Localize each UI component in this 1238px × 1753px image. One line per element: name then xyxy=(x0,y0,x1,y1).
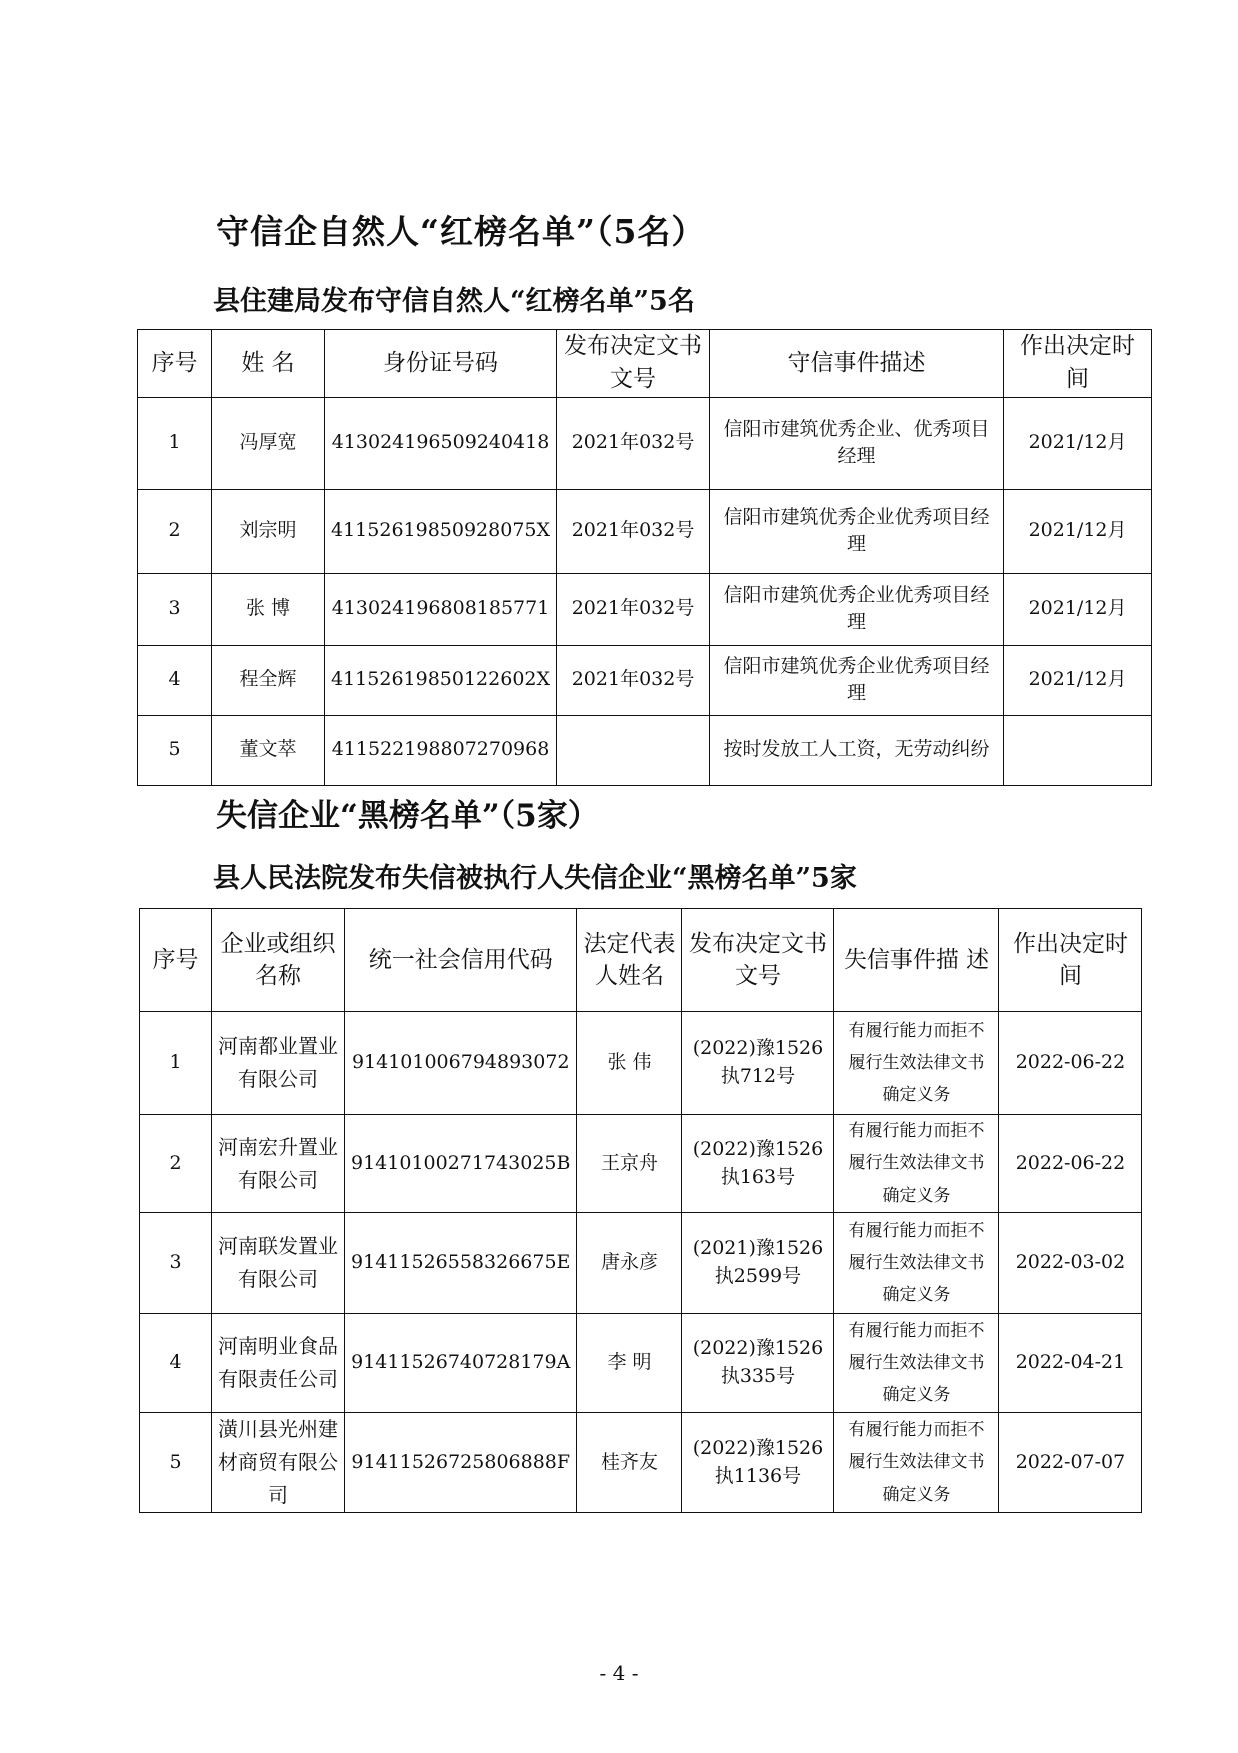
header-cell: 统一社会信用代码 xyxy=(345,909,577,1012)
header-cell: 发布决定文书文号 xyxy=(682,909,834,1012)
cell-name: 冯厚宽 xyxy=(212,397,325,489)
cell-index: 4 xyxy=(140,1314,212,1413)
cell-index: 1 xyxy=(138,397,212,489)
table-row xyxy=(140,1012,1142,1115)
table-header-row xyxy=(138,330,1152,398)
header-cell: 守信事件描述 xyxy=(710,330,1004,398)
header-cell: 姓 名 xyxy=(212,330,325,398)
cell-name: 张 博 xyxy=(212,573,325,645)
table-row xyxy=(138,489,1152,573)
cell-doc-number: 2021年032号 xyxy=(557,645,710,715)
cell-index: 3 xyxy=(140,1213,212,1314)
cell-credit-code: 91411526558326675E xyxy=(345,1213,577,1314)
cell-company: 河南明业食品有限责任公司 xyxy=(212,1314,345,1413)
cell-credit-code: 91411526740728179A xyxy=(345,1314,577,1413)
section2-title: 失信企业“黑榜名单”（5家） xyxy=(216,798,599,834)
cell-legal-rep: 张 伟 xyxy=(577,1012,682,1115)
cell-description: 有履行能力而拒不履行生效法律文书确定义务 xyxy=(834,1413,999,1513)
cell-index: 2 xyxy=(140,1115,212,1213)
cell-company: 河南都业置业有限公司 xyxy=(212,1012,345,1115)
cell-legal-rep: 王京舟 xyxy=(577,1115,682,1213)
header-cell: 法定代表人姓名 xyxy=(577,909,682,1012)
cell-index: 2 xyxy=(138,489,212,573)
table-row xyxy=(138,397,1152,489)
cell-description: 信阳市建筑优秀企业、优秀项目经理 xyxy=(710,397,1004,489)
section1-title: 守信企自然人“红榜名单”（5名） xyxy=(216,212,706,251)
cell-legal-rep: 李 明 xyxy=(577,1314,682,1413)
cell-doc-number: 2021年032号 xyxy=(557,489,710,573)
cell-doc-number: (2022)豫1526执712号 xyxy=(682,1012,834,1115)
cell-description: 有履行能力而拒不履行生效法律文书确定义务 xyxy=(834,1314,999,1413)
cell-date: 2021/12月 xyxy=(1004,489,1152,573)
cell-date: 2022-06-22 xyxy=(999,1115,1142,1213)
cell-name: 程全辉 xyxy=(212,645,325,715)
cell-index: 5 xyxy=(138,715,212,785)
header-cell: 失信事件描 述 xyxy=(834,909,999,1012)
cell-company: 河南宏升置业有限公司 xyxy=(212,1115,345,1213)
cell-doc-number: (2021)豫1526执2599号 xyxy=(682,1213,834,1314)
cell-doc-number: (2022)豫1526执163号 xyxy=(682,1115,834,1213)
cell-legal-rep: 唐永彦 xyxy=(577,1213,682,1314)
cell-date: 2022-07-07 xyxy=(999,1413,1142,1513)
cell-description: 有履行能力而拒不履行生效法律文书确定义务 xyxy=(834,1115,999,1213)
cell-legal-rep: 桂齐友 xyxy=(577,1413,682,1513)
header-cell: 身份证号码 xyxy=(325,330,557,398)
cell-doc-number: 2021年032号 xyxy=(557,573,710,645)
cell-date: 2022-06-22 xyxy=(999,1012,1142,1115)
cell-company: 河南联发置业有限公司 xyxy=(212,1213,345,1314)
cell-date: 2021/12月 xyxy=(1004,645,1152,715)
cell-description: 按时发放工人工资，无劳动纠纷 xyxy=(710,715,1004,785)
cell-id-number: 41152619850122602X xyxy=(325,645,557,715)
cell-name: 董文萃 xyxy=(212,715,325,785)
cell-index: 1 xyxy=(140,1012,212,1115)
table-row xyxy=(140,1115,1142,1213)
cell-description: 信阳市建筑优秀企业优秀项目经理 xyxy=(710,489,1004,573)
black-list-table xyxy=(139,908,1142,1513)
cell-description: 信阳市建筑优秀企业优秀项目经理 xyxy=(710,573,1004,645)
header-cell: 序号 xyxy=(138,330,212,398)
cell-index: 4 xyxy=(138,645,212,715)
cell-credit-code: 91410100271743025B xyxy=(345,1115,577,1213)
cell-company: 潢川县光州建材商贸有限公司 xyxy=(212,1413,345,1513)
cell-doc-number: (2022)豫1526执1136号 xyxy=(682,1413,834,1513)
cell-date: 2022-04-21 xyxy=(999,1314,1142,1413)
header-cell: 作出决定时 间 xyxy=(1004,330,1152,398)
cell-doc-number xyxy=(557,715,710,785)
cell-date: 2022-03-02 xyxy=(999,1213,1142,1314)
table-header-row xyxy=(140,909,1142,1012)
cell-name: 刘宗明 xyxy=(212,489,325,573)
cell-index: 3 xyxy=(138,573,212,645)
red-list-table xyxy=(137,329,1152,786)
cell-id-number: 41152619850928075X xyxy=(325,489,557,573)
cell-index: 5 xyxy=(140,1413,212,1513)
header-cell: 序号 xyxy=(140,909,212,1012)
table-row xyxy=(140,1413,1142,1513)
cell-credit-code: 914101006794893072 xyxy=(345,1012,577,1115)
cell-credit-code: 91411526725806888F xyxy=(345,1413,577,1513)
cell-id-number: 413024196509240418 xyxy=(325,397,557,489)
table-row xyxy=(138,715,1152,785)
section1-subtitle: 县住建局发布守信自然人“红榜名单”5名 xyxy=(213,286,695,317)
header-cell: 作出决定时 间 xyxy=(999,909,1142,1012)
cell-id-number: 413024196808185771 xyxy=(325,573,557,645)
table-row xyxy=(140,1314,1142,1413)
cell-doc-number: (2022)豫1526执335号 xyxy=(682,1314,834,1413)
cell-date: 2021/12月 xyxy=(1004,397,1152,489)
cell-date xyxy=(1004,715,1152,785)
cell-description: 有履行能力而拒不履行生效法律文书确定义务 xyxy=(834,1012,999,1115)
table-row xyxy=(140,1213,1142,1314)
cell-description: 信阳市建筑优秀企业优秀项目经理 xyxy=(710,645,1004,715)
cell-description: 有履行能力而拒不履行生效法律文书确定义务 xyxy=(834,1213,999,1314)
section2-subtitle: 县人民法院发布失信被执行人失信企业“黑榜名单”5家 xyxy=(213,863,857,894)
page-number: - 4 - xyxy=(599,1661,639,1685)
table-row xyxy=(138,645,1152,715)
cell-id-number: 411522198807270968 xyxy=(325,715,557,785)
header-cell: 企业或组织名称 xyxy=(212,909,345,1012)
cell-doc-number: 2021年032号 xyxy=(557,397,710,489)
cell-date: 2021/12月 xyxy=(1004,573,1152,645)
table-row xyxy=(138,573,1152,645)
header-cell: 发布决定文书文号 xyxy=(557,330,710,398)
